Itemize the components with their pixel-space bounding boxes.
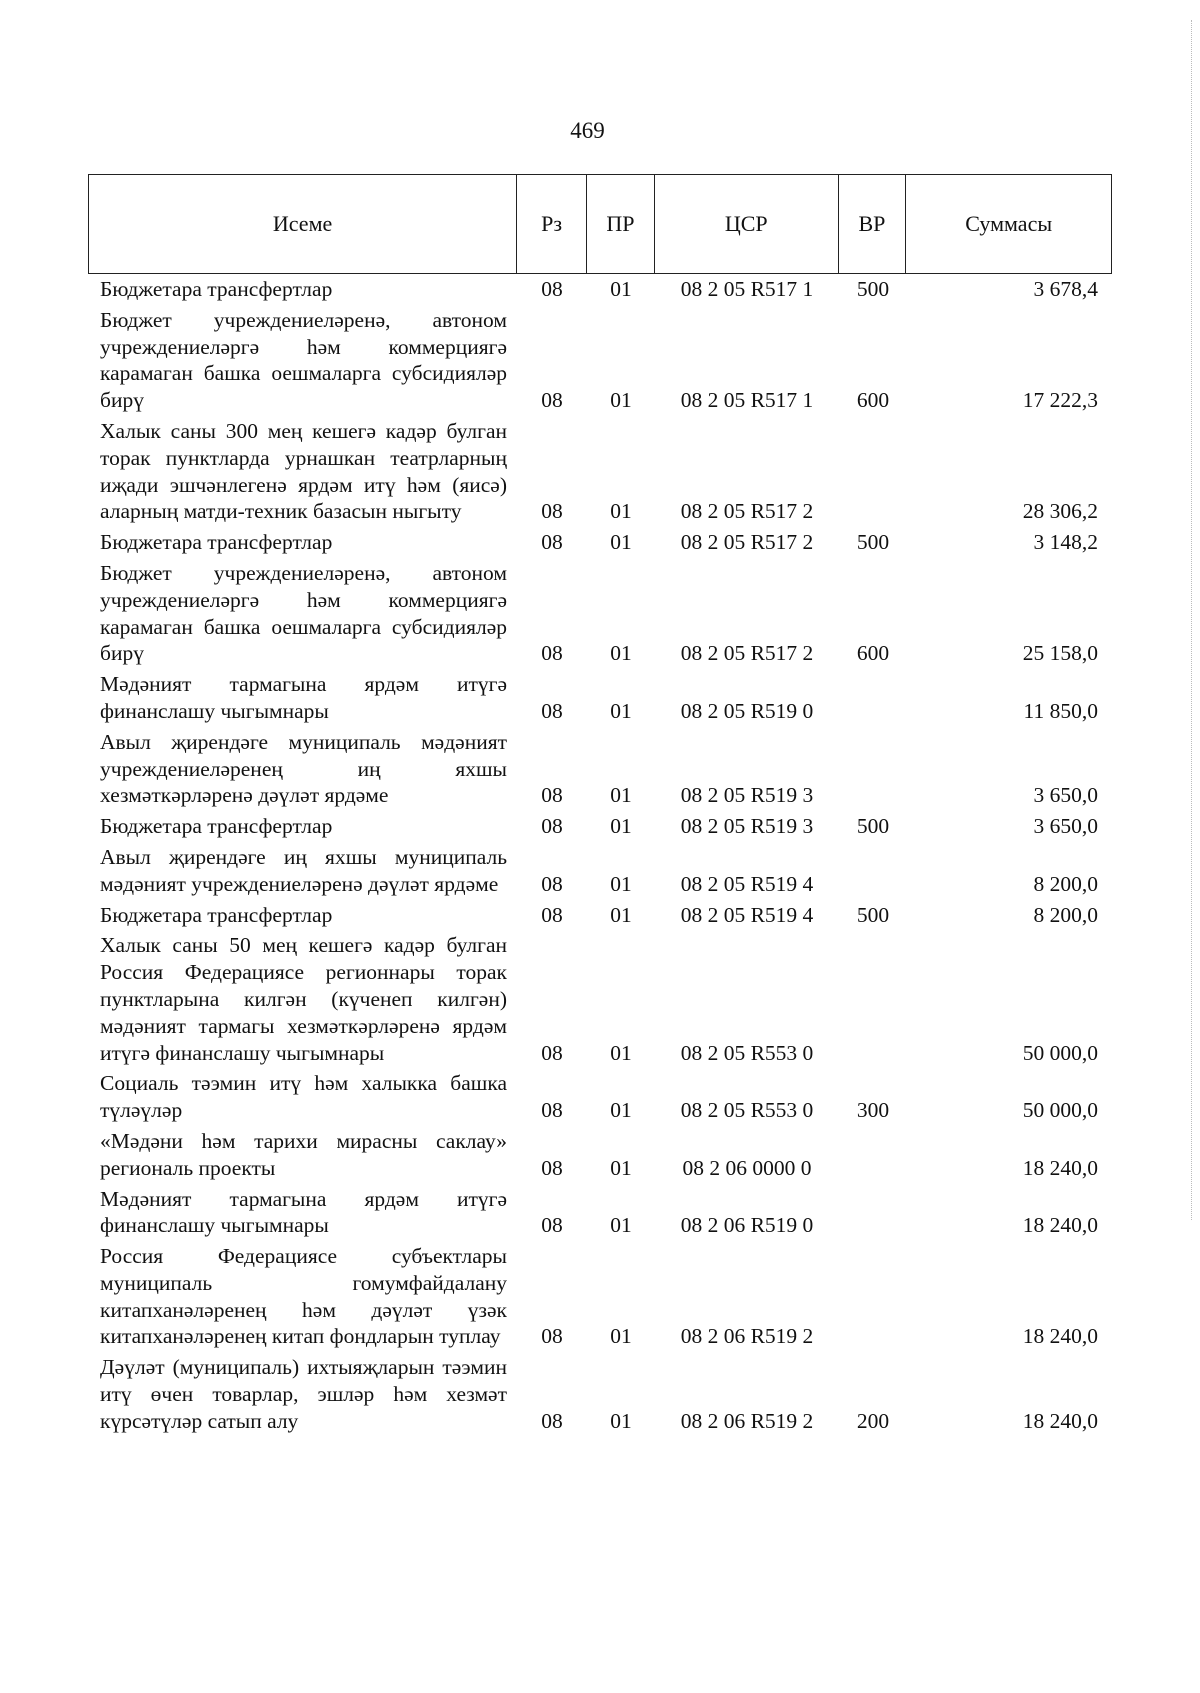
cell-sum: 11 850,0 bbox=[1023, 698, 1098, 723]
cell-name: Социаль тәэмин итү һәм халыкка башка түләүләр bbox=[100, 1071, 507, 1123]
cell-name: «Мәдәни һәм тарихи мирасны саклау» региональ проекты bbox=[100, 1128, 507, 1180]
table-row bbox=[88, 671, 1112, 725]
cell-rz: 08 bbox=[541, 871, 563, 896]
header-pr: ПР bbox=[587, 175, 655, 273]
cell-name: Россия Федерациясе субъектлары муниципаль гомумфайдалану китапханәләренең һәм дәүләт үзәк китапханәләренең китап фондларын туплау bbox=[100, 1244, 507, 1349]
cell-csr: 08 2 05 R517 2 bbox=[680, 530, 814, 555]
table-row bbox=[88, 276, 1112, 303]
cell-name: Бюджет учреждениеләренә, автоном учреждениеләргә һәм коммерциягә карамаган башка оешмаларга субсидияләр бирү bbox=[100, 307, 507, 413]
cell-pr: 01 bbox=[610, 1040, 632, 1065]
cell-csr: 08 2 05 R553 0 bbox=[680, 1040, 814, 1065]
cell-sum: 18 240,0 bbox=[1022, 1155, 1098, 1180]
header-csr: ЦСР bbox=[655, 175, 839, 273]
cell-name: Авыл җирендәге муниципаль мәдәният учреждениеләренең иң яхшы хезмәткәрләренә дәүләт ярдәме bbox=[100, 729, 507, 808]
cell-csr: 08 2 05 R517 1 bbox=[680, 277, 814, 301]
cell-vr: 200 bbox=[856, 1408, 890, 1433]
table-row bbox=[88, 813, 1112, 840]
cell-name: Мәдәният тармагына ярдәм итүгә финанслашу чыгымнары bbox=[100, 1186, 507, 1238]
cell-sum: 3 678,4 bbox=[1033, 277, 1098, 301]
table-row bbox=[88, 1354, 1112, 1434]
cell-name: Бюджетара трансфертлар bbox=[100, 814, 333, 839]
cell-pr: 01 bbox=[610, 871, 632, 896]
cell-pr: 01 bbox=[610, 1324, 632, 1349]
table-row bbox=[88, 418, 1112, 525]
cell-rz: 08 bbox=[541, 902, 563, 927]
cell-vr: 600 bbox=[856, 641, 890, 666]
scan-edge-mark bbox=[1190, 20, 1192, 1220]
cell-rz: 08 bbox=[541, 814, 563, 839]
table-body bbox=[88, 276, 1112, 1439]
cell-pr: 01 bbox=[610, 1098, 632, 1123]
cell-name: Бюджетара трансфертлар bbox=[100, 530, 333, 555]
cell-rz: 08 bbox=[541, 1040, 563, 1065]
cell-pr: 01 bbox=[610, 277, 632, 301]
table-row bbox=[88, 729, 1112, 809]
table-row bbox=[88, 1186, 1112, 1240]
table-row bbox=[88, 307, 1112, 414]
header-sum: Суммасы bbox=[965, 211, 1053, 236]
cell-pr: 01 bbox=[610, 388, 632, 413]
cell-sum: 18 240,0 bbox=[1022, 1408, 1098, 1433]
cell-name: Халык саны 300 мең кешегә кадәр булган торак пунктларда урнашкан театрларның иҗади эшчәнлегенә ярдәм итү һәм (яисә) аларның матди-техник базасын ныгыту bbox=[100, 418, 507, 524]
cell-sum: 8 200,0 bbox=[1033, 871, 1098, 896]
cell-name: Бюджетара трансфертлар bbox=[100, 902, 333, 927]
cell-sum: 17 222,3 bbox=[1022, 388, 1098, 413]
cell-csr: 08 2 05 R519 3 bbox=[680, 783, 814, 808]
cell-vr: 500 bbox=[856, 902, 890, 927]
cell-csr: 08 2 06 0000 0 bbox=[682, 1155, 812, 1180]
cell-pr: 01 bbox=[610, 1408, 632, 1433]
cell-sum: 8 200,0 bbox=[1033, 902, 1098, 927]
cell-sum: 50 000,0 bbox=[1022, 1040, 1098, 1065]
cell-pr: 01 bbox=[610, 1213, 632, 1238]
cell-vr: 500 bbox=[856, 814, 890, 839]
cell-csr: 08 2 06 R519 2 bbox=[680, 1408, 814, 1433]
cell-rz: 08 bbox=[541, 277, 563, 301]
cell-pr: 01 bbox=[610, 814, 632, 839]
cell-pr: 01 bbox=[610, 530, 632, 555]
cell-pr: 01 bbox=[610, 698, 632, 723]
cell-csr: 08 2 05 R519 4 bbox=[680, 871, 814, 896]
table-row bbox=[88, 932, 1112, 1066]
cell-csr: 08 2 05 R519 3 bbox=[680, 814, 814, 839]
table-row bbox=[88, 844, 1112, 898]
cell-vr: 500 bbox=[856, 277, 890, 301]
cell-csr: 08 2 05 R517 2 bbox=[680, 641, 814, 666]
cell-name: Мәдәният тармагына ярдәм итүгә финанслашу чыгымнары bbox=[100, 672, 507, 723]
cell-pr: 01 bbox=[610, 783, 632, 808]
table-row bbox=[88, 1128, 1112, 1182]
cell-vr: 300 bbox=[856, 1098, 890, 1123]
cell-csr: 08 2 05 R553 0 bbox=[680, 1098, 814, 1123]
cell-name: Авыл җирендәге иң яхшы муниципаль мәдәният учреждениеләренә дәүләт ярдәме bbox=[100, 844, 507, 896]
page-number: 469 bbox=[570, 118, 605, 143]
cell-name: Бюджетара трансфертлар bbox=[100, 277, 333, 301]
cell-name: Бюджет учреждениеләренә, автоном учреждениеләргә һәм коммерциягә карамаган башка оешмаларга субсидияләр бирү bbox=[100, 560, 507, 666]
cell-csr: 08 2 05 R517 2 bbox=[680, 499, 814, 524]
cell-sum: 18 240,0 bbox=[1022, 1213, 1098, 1238]
cell-rz: 08 bbox=[541, 783, 563, 808]
table-row bbox=[88, 1070, 1112, 1124]
cell-name: Дәүләт (муниципаль) ихтыяҗларын тәэмин итү өчен товарлар, эшләр һәм хезмәт күрсәтүләр сатып алу bbox=[100, 1355, 507, 1433]
table-row bbox=[88, 902, 1112, 929]
cell-rz: 08 bbox=[541, 698, 563, 723]
cell-rz: 08 bbox=[541, 1324, 563, 1349]
cell-sum: 3 650,0 bbox=[1033, 783, 1098, 808]
cell-vr: 600 bbox=[856, 388, 890, 413]
table-row bbox=[88, 1243, 1112, 1350]
cell-rz: 08 bbox=[541, 641, 563, 666]
cell-pr: 01 bbox=[610, 1155, 632, 1180]
table-header bbox=[88, 174, 1112, 274]
cell-rz: 08 bbox=[541, 1213, 563, 1238]
cell-name: Халык саны 50 мең кешегә кадәр булган Россия Федерациясе регионнары торак пунктларына килгән (күченеп килгән) мәдәният тармагы хезмәткәрләренә ярдәм итүгә финанслашу чыгымнары bbox=[100, 933, 507, 1065]
table-row bbox=[88, 529, 1112, 556]
cell-rz: 08 bbox=[541, 499, 563, 524]
cell-sum: 3 650,0 bbox=[1033, 814, 1098, 839]
cell-vr: 500 bbox=[856, 530, 890, 555]
cell-sum: 18 240,0 bbox=[1022, 1324, 1098, 1349]
cell-sum: 28 306,2 bbox=[1022, 499, 1098, 524]
header-vr: ВР bbox=[839, 175, 907, 273]
header-name: Исеме bbox=[89, 175, 517, 273]
cell-csr: 08 2 05 R517 1 bbox=[680, 388, 814, 413]
header-rz: Рз bbox=[517, 175, 587, 273]
cell-sum: 3 148,2 bbox=[1033, 530, 1098, 555]
cell-csr: 08 2 06 R519 0 bbox=[680, 1213, 814, 1238]
cell-rz: 08 bbox=[541, 1155, 563, 1180]
cell-rz: 08 bbox=[541, 388, 563, 413]
cell-pr: 01 bbox=[610, 641, 632, 666]
cell-sum: 50 000,0 bbox=[1022, 1098, 1098, 1123]
cell-csr: 08 2 05 R519 0 bbox=[680, 698, 814, 723]
cell-rz: 08 bbox=[541, 530, 563, 555]
cell-csr: 08 2 06 R519 2 bbox=[680, 1324, 814, 1349]
cell-sum: 25 158,0 bbox=[1022, 641, 1098, 666]
cell-rz: 08 bbox=[541, 1408, 563, 1433]
table-row bbox=[88, 560, 1112, 667]
cell-pr: 01 bbox=[610, 902, 632, 927]
cell-csr: 08 2 05 R519 4 bbox=[680, 902, 814, 927]
cell-rz: 08 bbox=[541, 1098, 563, 1123]
cell-pr: 01 bbox=[610, 499, 632, 524]
